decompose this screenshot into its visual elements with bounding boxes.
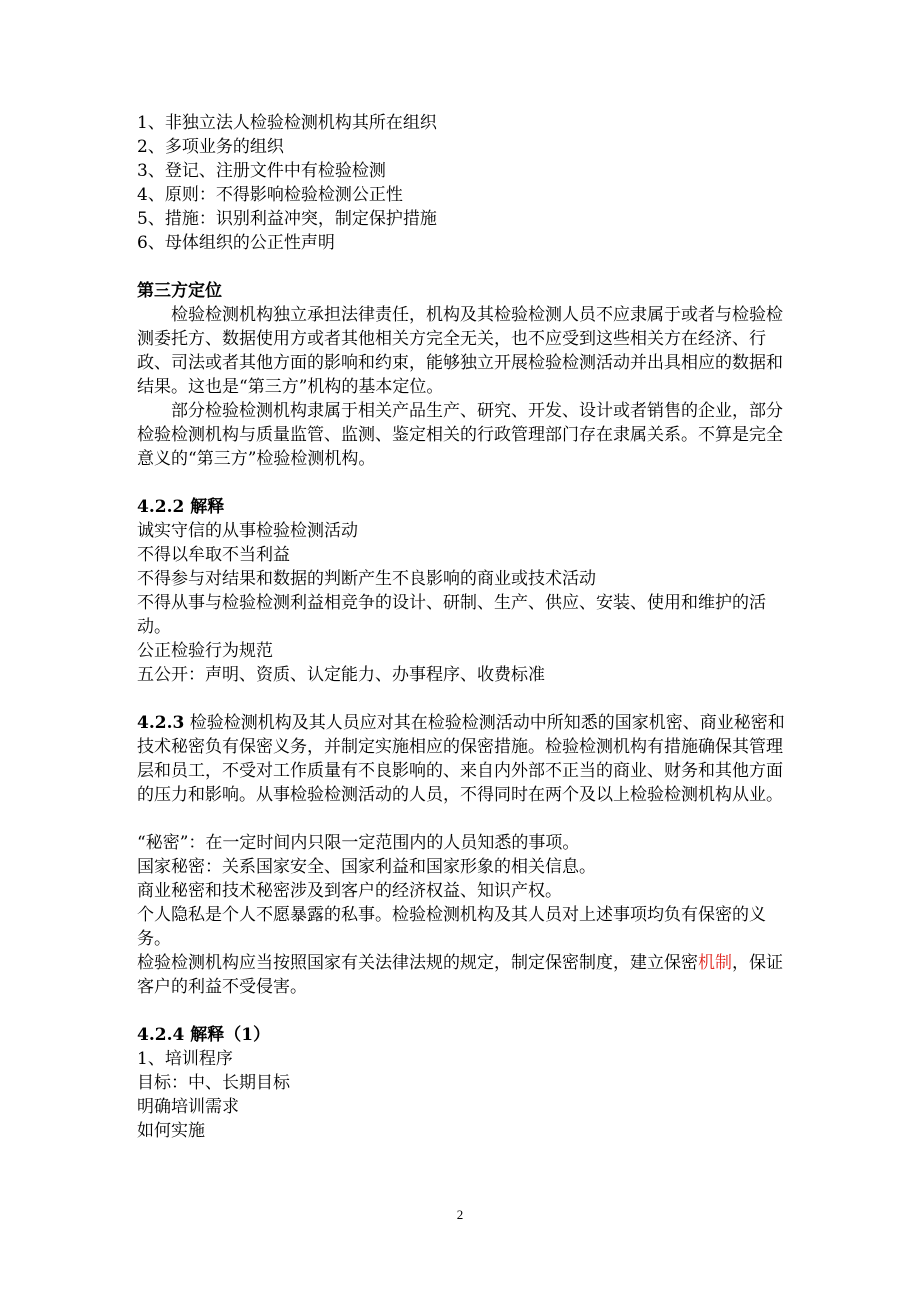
list-item: 诚实守信的从事检验检测活动 bbox=[137, 521, 358, 541]
list-item: 明确培训需求 bbox=[137, 1097, 239, 1117]
section-heading-4-2-2: 4.2.2 解释 bbox=[137, 497, 225, 517]
highlighted-text: 机制 bbox=[698, 953, 732, 973]
list-item: 不得从事与检验检测利益相竞争的设计、研制、生产、供应、安装、使用和维护的活动。 bbox=[137, 593, 766, 637]
clause-number: 4.2.3 bbox=[137, 713, 185, 733]
list-item: 不得以牟取不当利益 bbox=[137, 545, 290, 565]
list-item: 4、原则：不得影响检验检测公正性 bbox=[137, 185, 403, 205]
text-run: ，保证客户的利益不受侵害。 bbox=[137, 953, 783, 997]
document-body bbox=[137, 111, 797, 1143]
list-item: 1、非独立法人检验检测机构其所在组织 bbox=[137, 113, 437, 133]
clause-text: 检验检测机构及其人员应对其在检验检测活动中所知悉的国家机密、商业秘密和技术秘密负有保密义务，并制定实施相应的保密措施。检验检测机构有措施确保其管理层和员工，不受对工作质量有不良影响的、来自内外部不正当的商业、财务和其他方面的压力和影响。从事检验检测活动的人员，不得同时在两个及以上检验检测机构从业。 bbox=[137, 713, 785, 805]
list-item bbox=[137, 951, 797, 999]
paragraph: 检验检测机构独立承担法律责任，机构及其检验检测人员不应隶属于或者与检验检测委托方、数据使用方或者其他相关方完全无关，也不应受到这些相关方在经济、行政、司法或者其他方面的影响和约束，能够独立开展检验检测活动并出具相应的数据和结果。这也是“第三方”机构的基本定位。 bbox=[137, 305, 783, 397]
section-heading-third-party: 第三方定位 bbox=[137, 281, 222, 301]
list-item: 5、措施：识别利益冲突，制定保护措施 bbox=[137, 209, 437, 229]
spacer bbox=[137, 471, 797, 495]
list-item: 2、多项业务的组织 bbox=[137, 137, 284, 157]
list-item: 目标：中、长期目标 bbox=[137, 1073, 290, 1093]
list-item: “秘密”：在一定时间内只限一定范围内的人员知悉的事项。 bbox=[137, 833, 580, 853]
page-number: 2 bbox=[456, 1207, 464, 1222]
list-item: 五公开：声明、资质、认定能力、办事程序、收费标准 bbox=[137, 665, 545, 685]
list-item: 公正检验行为规范 bbox=[137, 641, 273, 661]
paragraph-4-2-3 bbox=[137, 711, 797, 807]
list-item: 6、母体组织的公正性声明 bbox=[137, 233, 335, 253]
spacer bbox=[137, 255, 797, 279]
text-run: 检验检测机构应当按照国家有关法律法规的规定，制定保密制度，建立保密 bbox=[137, 953, 698, 973]
list-item: 商业秘密和技术秘密涉及到客户的经济权益、知识产权。 bbox=[137, 881, 562, 901]
list-item: 1、培训程序 bbox=[137, 1049, 233, 1069]
list-item: 国家秘密：关系国家安全、国家利益和国家形象的相关信息。 bbox=[137, 857, 596, 877]
list-item: 如何实施 bbox=[137, 1121, 205, 1141]
paragraph: 部分检验检测机构隶属于相关产品生产、研究、开发、设计或者销售的企业，部分检验检测机构与质量监管、监测、鉴定相关的行政管理部门存在隶属关系。不算是完全意义的“第三方”检验检测机构。 bbox=[137, 401, 783, 469]
spacer bbox=[137, 999, 797, 1023]
list-item: 不得参与对结果和数据的判断产生不良影响的商业或技术活动 bbox=[137, 569, 596, 589]
list-item: 3、登记、注册文件中有检验检测 bbox=[137, 161, 386, 181]
list-item: 个人隐私是个人不愿暴露的私事。检验检测机构及其人员对上述事项均负有保密的义务。 bbox=[137, 905, 766, 949]
section-heading-4-2-4: 4.2.4 解释（1） bbox=[137, 1025, 271, 1045]
spacer bbox=[137, 687, 797, 711]
spacer bbox=[137, 807, 797, 831]
